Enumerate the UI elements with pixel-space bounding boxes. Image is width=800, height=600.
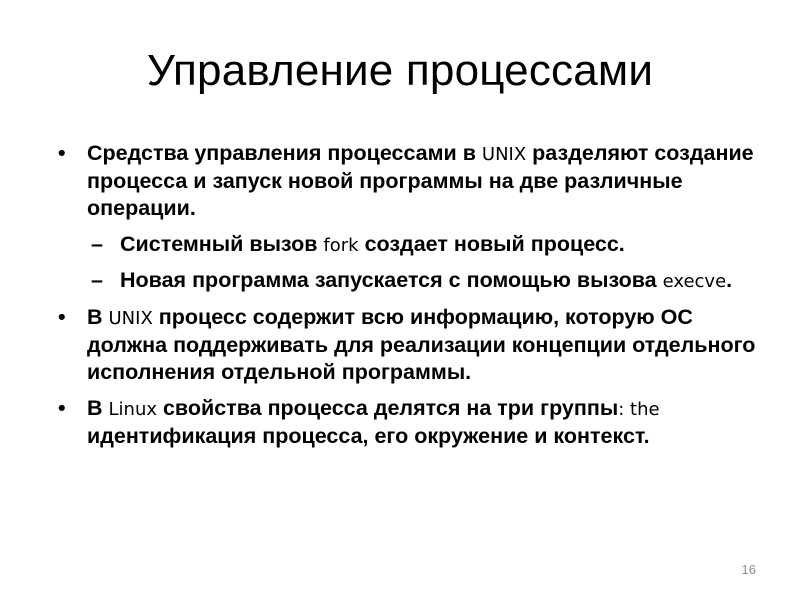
bullet-item-linux-properties — [58, 395, 758, 450]
sub-bullet-term-execve: execve — [662, 271, 727, 292]
bullet-marker: • — [58, 305, 66, 329]
sub-bullet-marker: – — [91, 232, 103, 256]
bullet-text: разделяют создание процесса и запуск новой программы на две различные операции. — [87, 141, 754, 220]
bullet-item-unix-fork-exec — [58, 140, 758, 222]
sub-bullet-term-fork: fork — [323, 235, 359, 256]
bullet-term-unix: UNIX — [108, 308, 153, 329]
sub-bullet-marker: – — [91, 268, 103, 292]
slide-title: Управление процессами — [146, 46, 654, 95]
bullet-text: В — [87, 396, 109, 420]
bullet-marker: • — [58, 141, 66, 165]
sub-bullet-text: Новая программа запускается с помощью вызова — [120, 268, 663, 292]
slide-content — [58, 140, 758, 459]
sub-bullet-fork — [58, 231, 758, 259]
sub-bullet-execve — [58, 267, 758, 295]
bullet-term-the: : the — [618, 399, 660, 420]
bullet-term-linux: Linux — [108, 399, 157, 420]
sub-bullet-text: Системный вызов — [120, 232, 324, 256]
bullet-marker: • — [58, 396, 66, 420]
bullet-text: В — [87, 305, 109, 329]
page-number: 16 — [741, 562, 756, 577]
sub-bullet-text: . — [726, 268, 733, 292]
bullet-text: свойства процесса делятся на три группы — [157, 396, 619, 420]
bullet-item-unix-process-info — [58, 304, 758, 386]
bullet-text: идентификация процесса, его окружение и контекст. — [87, 424, 650, 448]
bullet-term-unix: UNIX — [481, 144, 527, 165]
bullet-text: Средства управления процессами в — [87, 141, 482, 165]
sub-bullet-text: создает новый процесс. — [358, 232, 625, 256]
bullet-text: процесс содержит всю информацию, которую ОС должна поддерживать для реализации концепции отдельного исполнения отдельной программы. — [87, 305, 756, 384]
